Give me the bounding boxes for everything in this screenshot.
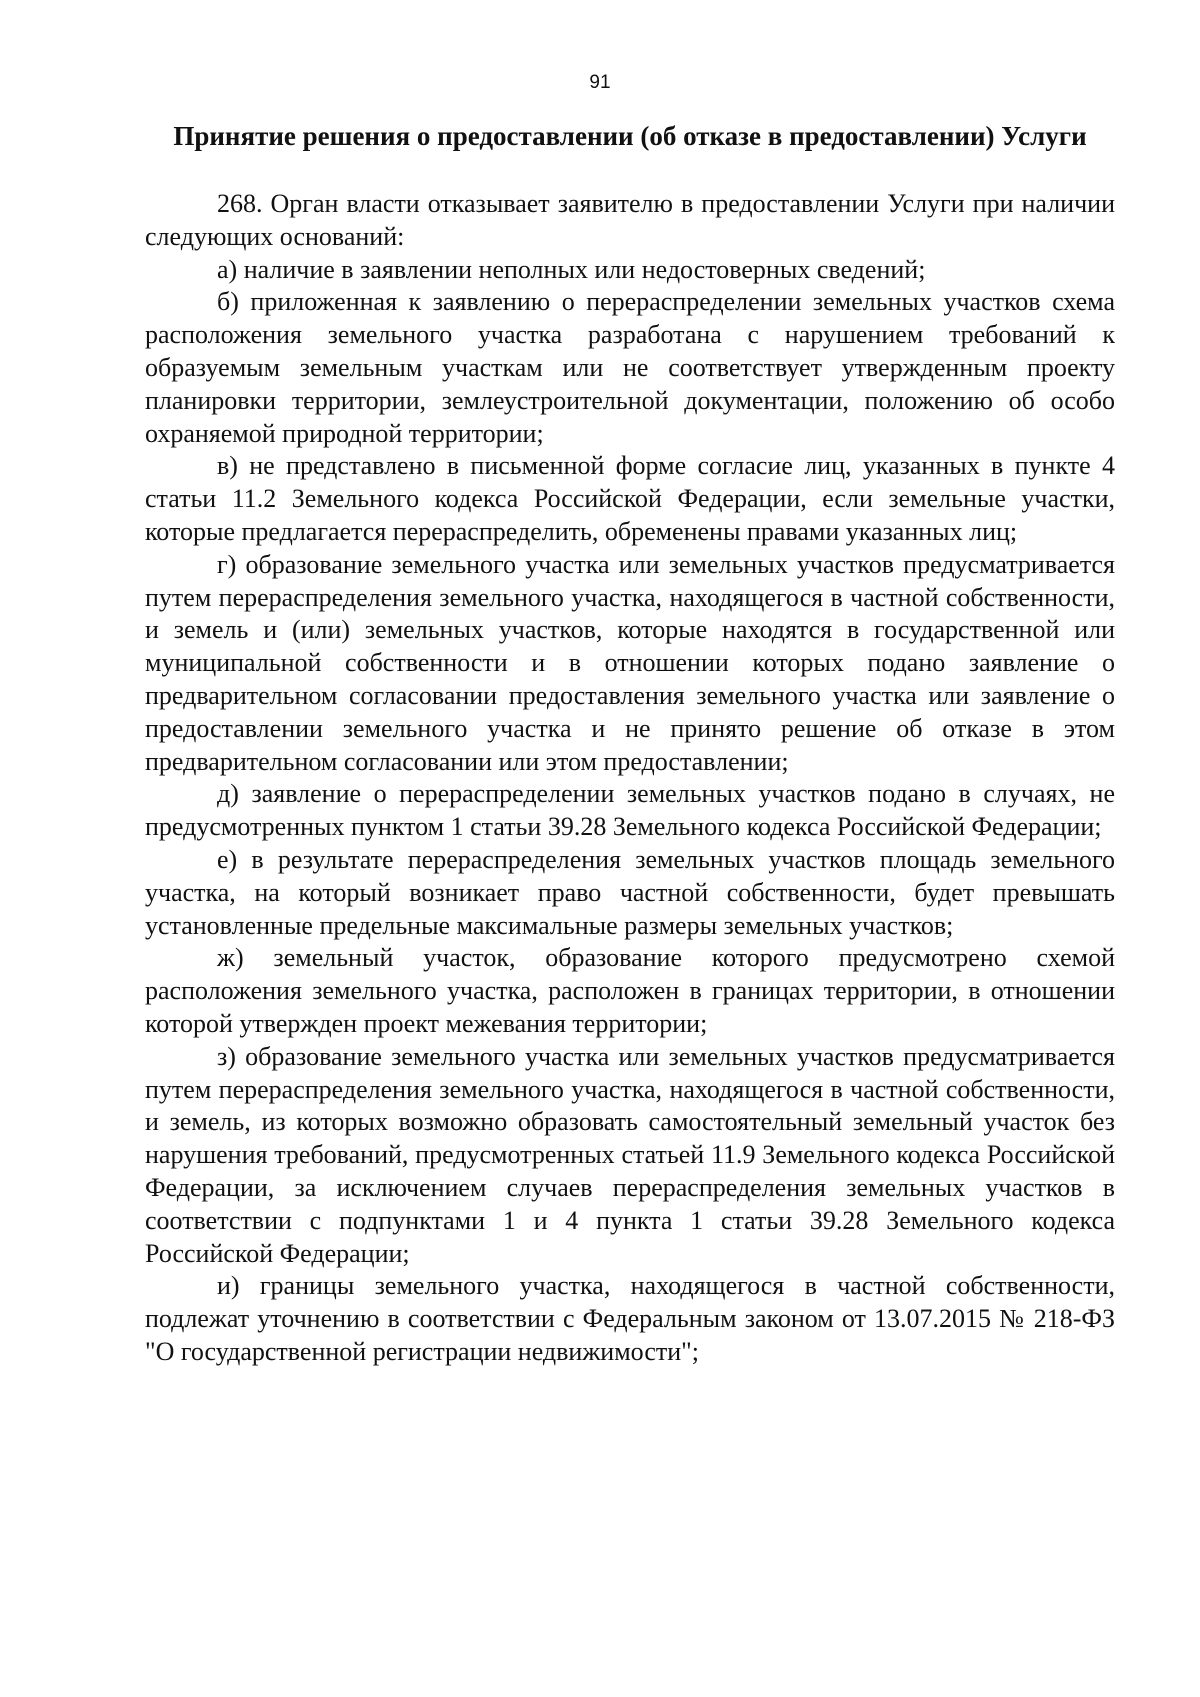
list-item-b: б) приложенная к заявлению о перераспределении земельных участков схема расположения земельного участка разработана с нарушением требований к образуемым земельным участкам или не соответствует утвержденным проекту планировки территории, землеустроительной документации, положению об особо охраняемой природной территории; xyxy=(145,287,1115,448)
paragraph-268: 268. Орган власти отказывает заявителю в предоставлении Услуги при наличии следующих оснований: xyxy=(145,189,1115,251)
list-item-a: а) наличие в заявлении неполных или недостоверных сведений; xyxy=(217,254,926,284)
list-item-z: з) образование земельного участка или земельных участков предусматривается путем перераспределения земельного участка, находящегося в частной собственности, и земель, из которых возможно образовать самостоятельный земельный участок без нарушения требований, предусмотренных статьей 11.9 Земельного кодекса Российской Федерации, за исключением случаев перераспределения земельных участков в соответствии с подпунктами 1 и 4 пункта 1 статьи 39.28 Земельного кодекса Российской Федерации; xyxy=(145,1041,1115,1268)
document-body xyxy=(145,188,1115,1369)
list-item-i: и) границы земельного участка, находящегося в частной собственности, подлежат уточнению в соответствии с Федеральным законом от 13.07.2015 № 218-ФЗ "О государственной регистрации недвижимости"; xyxy=(145,1271,1115,1366)
list-item-e: е) в результате перераспределения земельных участков площадь земельного участка, на который возникает право частной собственности, будет превышать установленные предельные максимальные размеры земельных участков; xyxy=(145,844,1115,940)
list-item-d: д) заявление о перераспределении земельных участков подано в случаях, не предусмотренных пунктом 1 статьи 39.28 Земельного кодекса Российской Федерации; xyxy=(145,779,1115,842)
list-item-g: г) образование земельного участка или земельных участков предусматривается путем перераспределения земельного участка, находящегося в частной собственности, и земель и (или) земельных участков, которые находятся в государственной или муниципальной собственности и в отношении которых подано заявление о предварительном согласовании предоставления земельного участка или заявление о предоставлении земельного участка и не принято решение об отказе в этом предварительном согласовании или этом предоставлении; xyxy=(145,549,1115,776)
section-title: Принятие решения о предоставлении (об отказе в предоставлении) Услуги xyxy=(173,121,1087,151)
list-item-zh: ж) земельный участок, образование которого предусмотрено схемой расположения земельного участка, расположен в границах территории, в отношении которой утвержден проект межевания территории; xyxy=(145,943,1115,1038)
list-item-v: в) не представлено в письменной форме согласие лиц, указанных в пункте 4 статьи 11.2 Земельного кодекса Российской Федерации, если земельные участки, которые предлагается перераспределить, обременены правами указанных лиц; xyxy=(145,451,1115,546)
page-number: 91 xyxy=(589,72,611,93)
